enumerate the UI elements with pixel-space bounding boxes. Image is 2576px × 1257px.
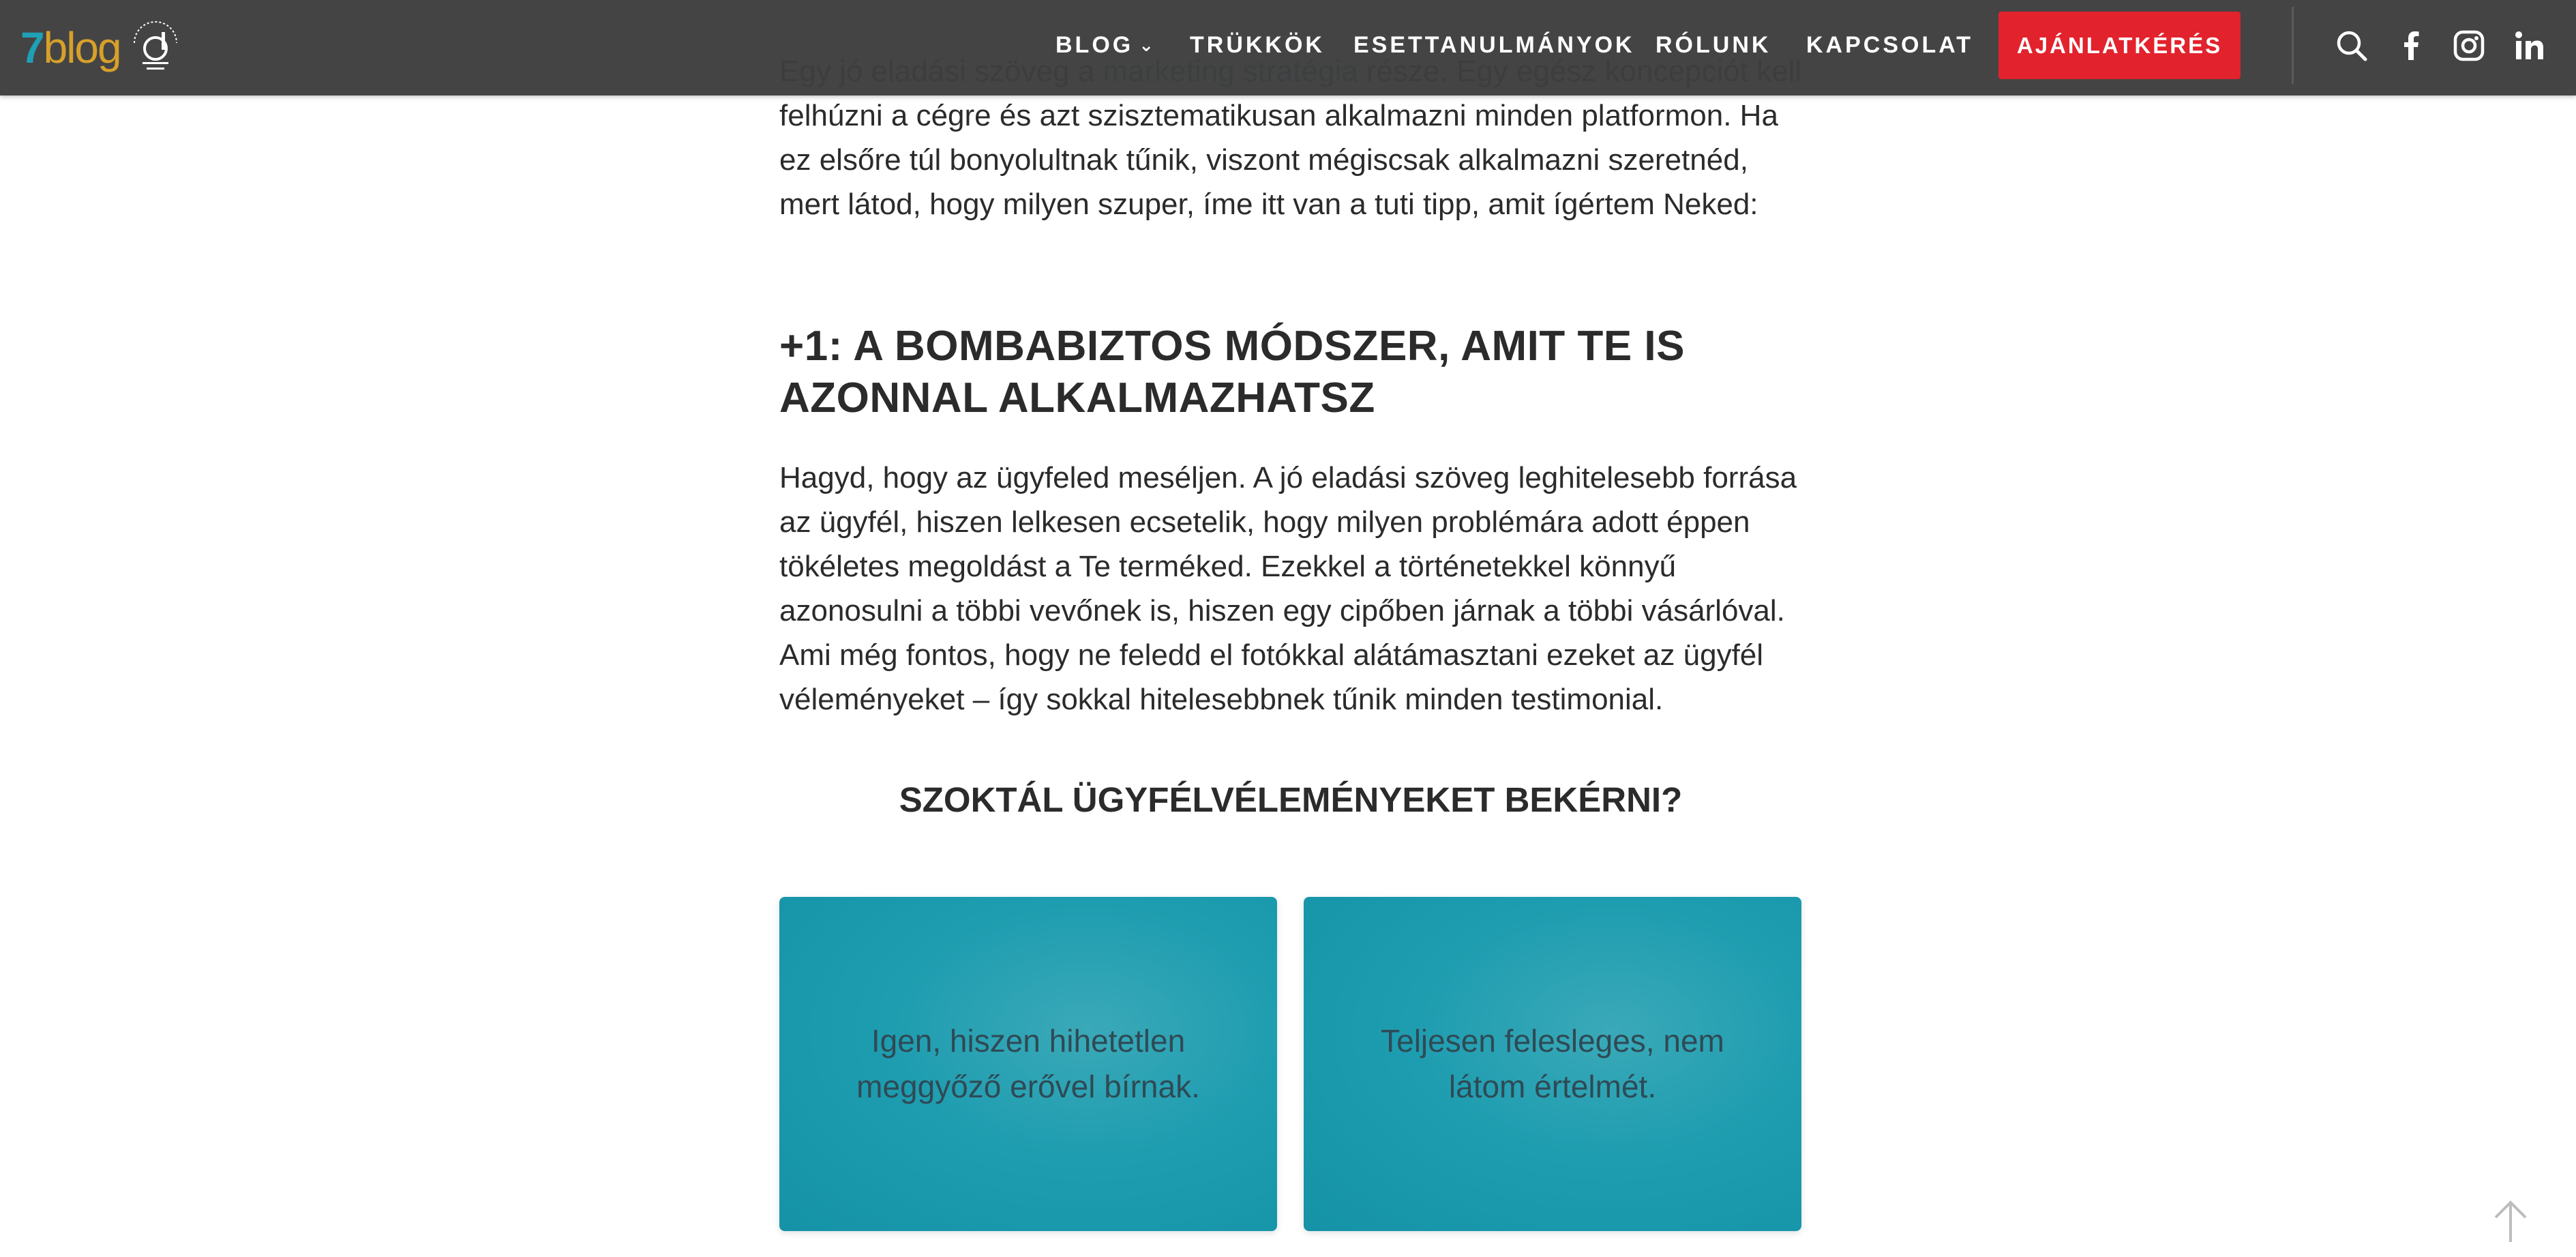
intro-text-end: felhúzni a cégre és azt szisztematikusan alkalmazni minden platformon. Ha ez elsőre túl bonyolultnak tűnik, viszont mégiscsak alkalmazni szeretnéd, mert látod, hogy milyen szuper, íme itt van a tuti tipp, amit ígértem Neked:: [779, 99, 1778, 221]
poll-option-no-label: Teljesen felesleges, nem látom értelmét.: [1381, 1023, 1724, 1104]
poll-question: SZOKTÁL ÜGYFÉLVÉLEMÉNYEKET BEKÉRNI?: [899, 780, 1683, 819]
section-heading: +1: A BOMBABIZTOS MÓDSZER, AMIT TE IS AZONNAL ALKALMAZHATSZ: [779, 323, 1686, 422]
logo-word: blog: [43, 23, 121, 72]
site-header: [0, 0, 2576, 95]
poll-option-yes-label: Igen, hiszen hihetetlen meggyőző erővel bírnak.: [856, 1023, 1200, 1104]
poll-option-no[interactable]: [1304, 897, 1801, 1231]
nav-blog-label: BLOG: [1055, 32, 1134, 58]
nav-esettanulmanyok[interactable]: ESETTANULMÁNYOK: [1353, 32, 1635, 58]
nav-rolunk[interactable]: RÓLUNK: [1656, 32, 1771, 58]
poll-option-yes[interactable]: [779, 897, 1277, 1231]
nav-kapcsolat[interactable]: KAPCSOLAT: [1806, 32, 1974, 58]
header-divider: [2292, 7, 2294, 84]
body-paragraph: Hagyd, hogy az ügyfeled meséljen. A jó eladási szöveg leghitelesebb forrása az ügyfél, hiszen lelkesen ecsetelik, hogy milyen problémára adott éppen tökéletes megoldást a Te terméked. Ezekkel a történetekkel könnyű azonosulni a többi vevőnek is, hiszen egy cipőben járnak a többi vásárlóval. Ami még fontos, hogy ne feledd el fotókkal alátámasztani ezeket az ügyfél véleményeket – így sokkal hitelesebbnek tűnik minden testimonial.: [779, 461, 1797, 716]
search-icon[interactable]: [2335, 29, 2369, 63]
chevron-down-icon: ⌄: [1139, 35, 1154, 55]
award-badge-icon: [128, 20, 183, 76]
facebook-icon[interactable]: [2395, 29, 2429, 63]
linkedin-icon[interactable]: [2513, 29, 2547, 63]
logo-number: 7: [20, 23, 44, 72]
instagram-icon[interactable]: [2452, 29, 2486, 63]
logo-wordmark: [20, 20, 121, 75]
back-to-top-arrow-icon[interactable]: [2490, 1197, 2531, 1245]
nav-blog[interactable]: [1055, 30, 1154, 60]
quote-request-button[interactable]: AJÁNLATKÉRÉS: [1998, 12, 2241, 79]
nav-trukkok[interactable]: TRÜKKÖK: [1190, 32, 1325, 58]
site-logo[interactable]: [20, 20, 183, 75]
